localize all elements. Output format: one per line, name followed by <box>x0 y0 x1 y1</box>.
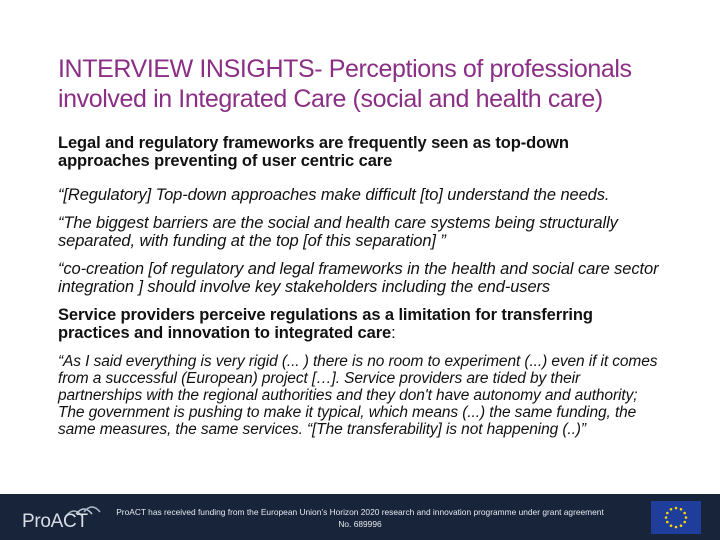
funding-notice: ProACT has received funding from the European Union’s Horizon 2020 research and innovation programme under grant agreement No. 689996 <box>116 507 604 529</box>
eu-stars-icon <box>651 501 701 534</box>
eu-flag-icon <box>651 501 701 534</box>
quote-barriers: “The biggest barriers are the social and health care systems being structurally separated, with funding at the top [of this separation] ” <box>58 214 618 250</box>
quote-rigid: “As I said everything is very rigid (... ) there is no room to experiment (...) even if it comes from a successful (European) project […]. Service providers are tided by their partnerships with the regional authorities and they don't have autonomy and authority; The government is pushing to make it typical, which means (...) the same funding, the same measures, the same services. “[The transferability] is not happening (..)” <box>58 353 658 438</box>
heading-service-providers-text: Service providers perceive regulations as a limitation for transferring practices and innovation to integrated care <box>58 306 593 342</box>
logo-text: ProACT <box>22 511 88 532</box>
quote-co-creation: “co-creation [of regulatory and legal frameworks in the health and social care sector integration ] should involve key stakeholders including the end-users <box>58 260 659 296</box>
heading-legal-frameworks: Legal and regulatory frameworks are frequently seen as top-down approaches preventing of user centric care <box>58 134 569 170</box>
footer-bar <box>0 494 720 540</box>
quote-top-down: “[Regulatory] Top-down approaches make difficult [to] understand the needs. <box>58 186 610 204</box>
proact-logo <box>22 502 102 534</box>
slide-title: INTERVIEW INSIGHTS- Perceptions of professionals involved in Integrated Care (social and health care) <box>58 55 632 113</box>
heading-colon: : <box>391 324 396 342</box>
heading-service-providers <box>58 306 668 342</box>
